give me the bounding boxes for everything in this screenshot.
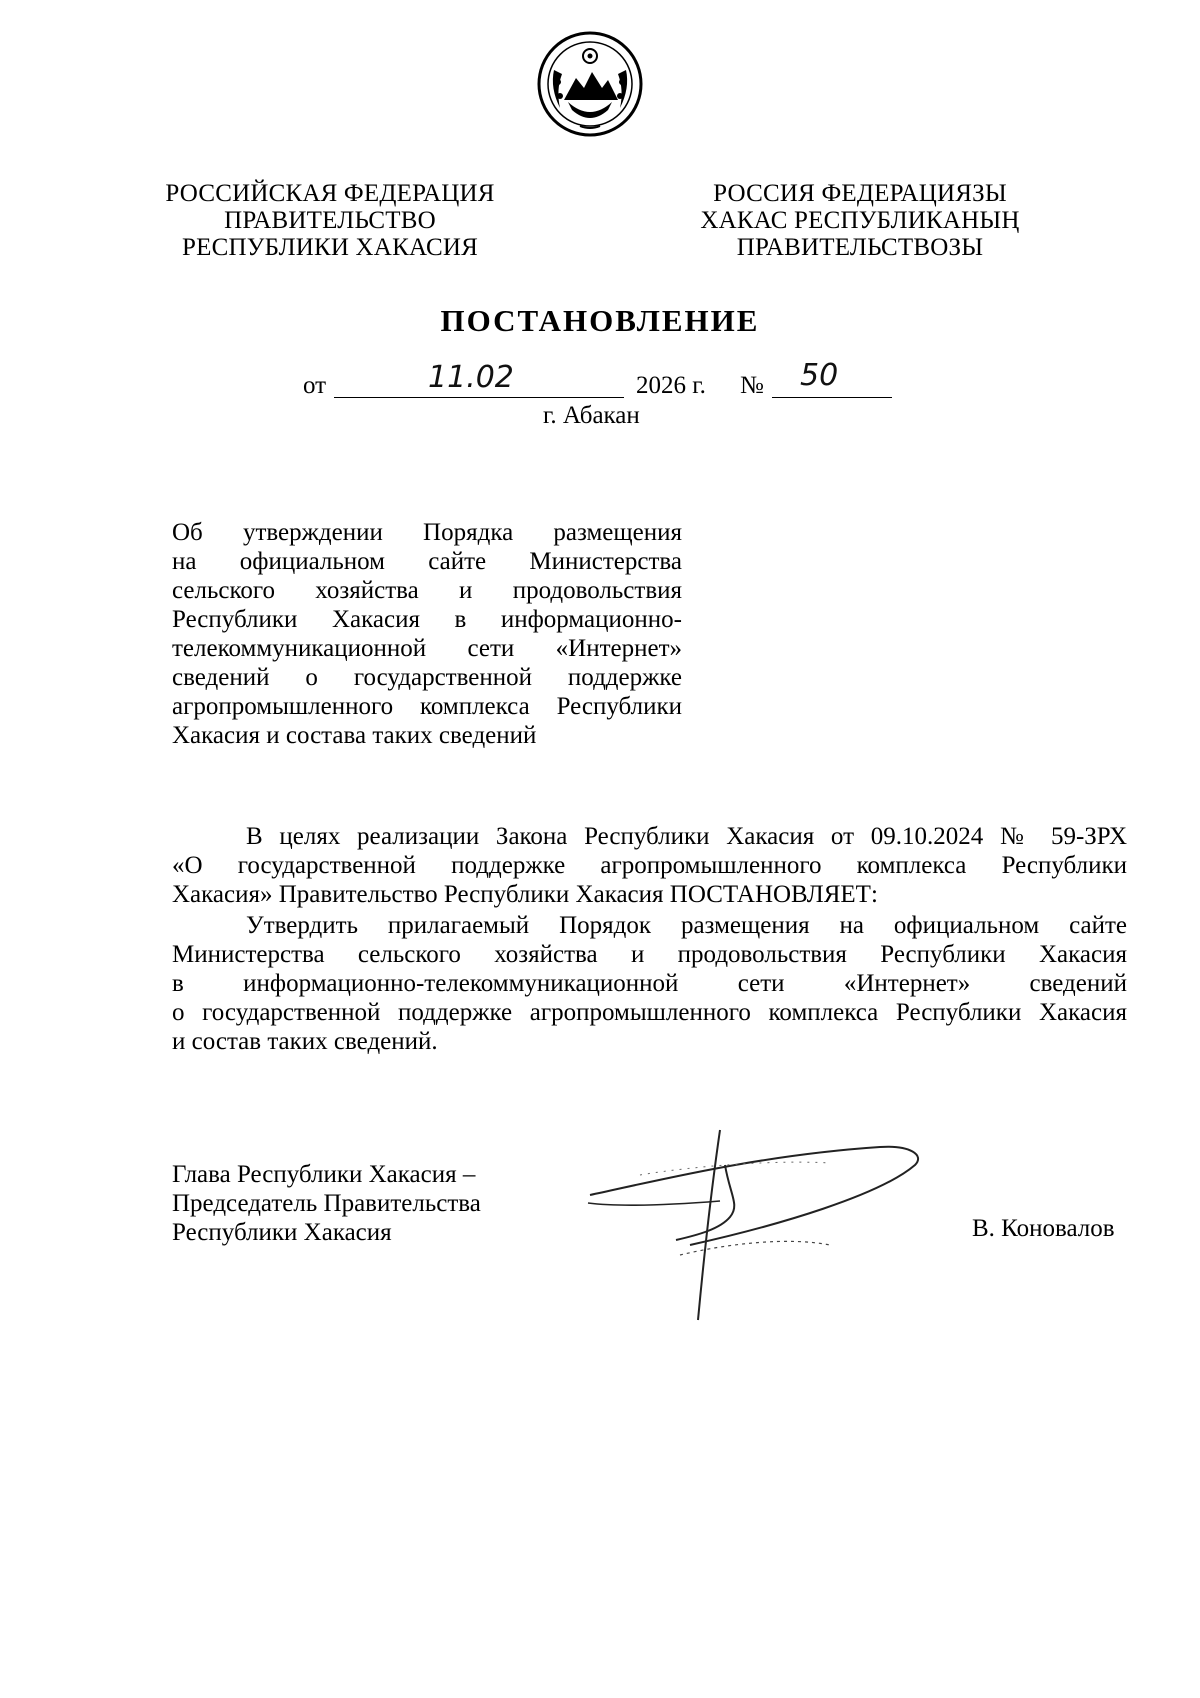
header-left-line: РОССИЙСКАЯ ФЕДЕРАЦИЯ (165, 180, 495, 207)
subject-line: Хакасия и состава таких сведений (172, 722, 537, 749)
body-paragraph-1 (172, 822, 1127, 909)
position-line: Глава Республики Хакасия – (172, 1161, 476, 1188)
body-line: о государственной поддержке агропромышленного комплекса Республики Хакасия (172, 999, 1127, 1026)
position-line: Председатель Правительства (172, 1190, 481, 1217)
document-subject (172, 518, 682, 750)
body-line: Хакасия» Правительство Республики Хакасия ПОСТАНОВЛЯЕТ: (172, 881, 878, 908)
subject-line: сведений о государственной поддержке (172, 664, 682, 691)
city-label: г. Абакан (543, 402, 640, 429)
handwritten-signature (580, 1125, 940, 1325)
header-right-line: ХАКАС РЕСПУБЛИКАНЫҢ (700, 207, 1020, 234)
body-line: В целях реализации Закона Республики Хакасия от 09.10.2024 № 59-ЗРХ (246, 823, 1127, 850)
subject-line: сельского хозяйства и продовольствия (172, 577, 682, 604)
subject-line: Республики Хакасия в информационно- (172, 606, 682, 633)
header-left-line: ПРАВИТЕЛЬСТВО (224, 207, 436, 234)
date-handwritten: 11.02 (428, 360, 514, 395)
body-line: «О государственной поддержке агропромышленного комплекса Республики (172, 852, 1127, 879)
body-line: и состав таких сведений. (172, 1028, 438, 1055)
body-line: Утвердить прилагаемый Порядок размещения на официальном сайте (246, 912, 1127, 939)
coat-of-arms (536, 30, 644, 138)
header-right-line: РОССИЯ ФЕДЕРАЦИЯЗЫ (713, 180, 1007, 207)
header-right (690, 180, 1030, 261)
date-underline (334, 396, 624, 398)
header-left (160, 180, 500, 261)
subject-line: агропромышленного комплекса Республики (172, 693, 682, 720)
position-line: Республики Хакасия (172, 1219, 392, 1246)
signatory-name: В. Коновалов (972, 1215, 1115, 1242)
number-underline (772, 396, 892, 398)
number-label: № (740, 372, 764, 399)
body-paragraph-2 (172, 911, 1127, 1056)
header-right-line: ПРАВИТЕЛЬСТВОЗЫ (736, 234, 984, 261)
number-handwritten: 50 (800, 358, 839, 393)
header-left-line: РЕСПУБЛИКИ ХАКАСИЯ (182, 234, 478, 261)
signature-icon (580, 1125, 940, 1325)
emblem-icon (536, 30, 644, 138)
subject-line: Об утверждении Порядка размещения (172, 519, 682, 546)
document-title: ПОСТАНОВЛЕНИЕ (440, 303, 760, 338)
subject-line: телекоммуникационной сети «Интернет» (172, 635, 682, 662)
body-line: в информационно-телекоммуникационной сети «Интернет» сведений (172, 970, 1127, 997)
year-label: 2026 г. (636, 372, 706, 399)
date-from-label: от (303, 372, 327, 399)
body-line: Министерства сельского хозяйства и продовольствия Республики Хакасия (172, 941, 1127, 968)
signatory-position (172, 1160, 572, 1247)
subject-line: на официальном сайте Министерства (172, 548, 682, 575)
